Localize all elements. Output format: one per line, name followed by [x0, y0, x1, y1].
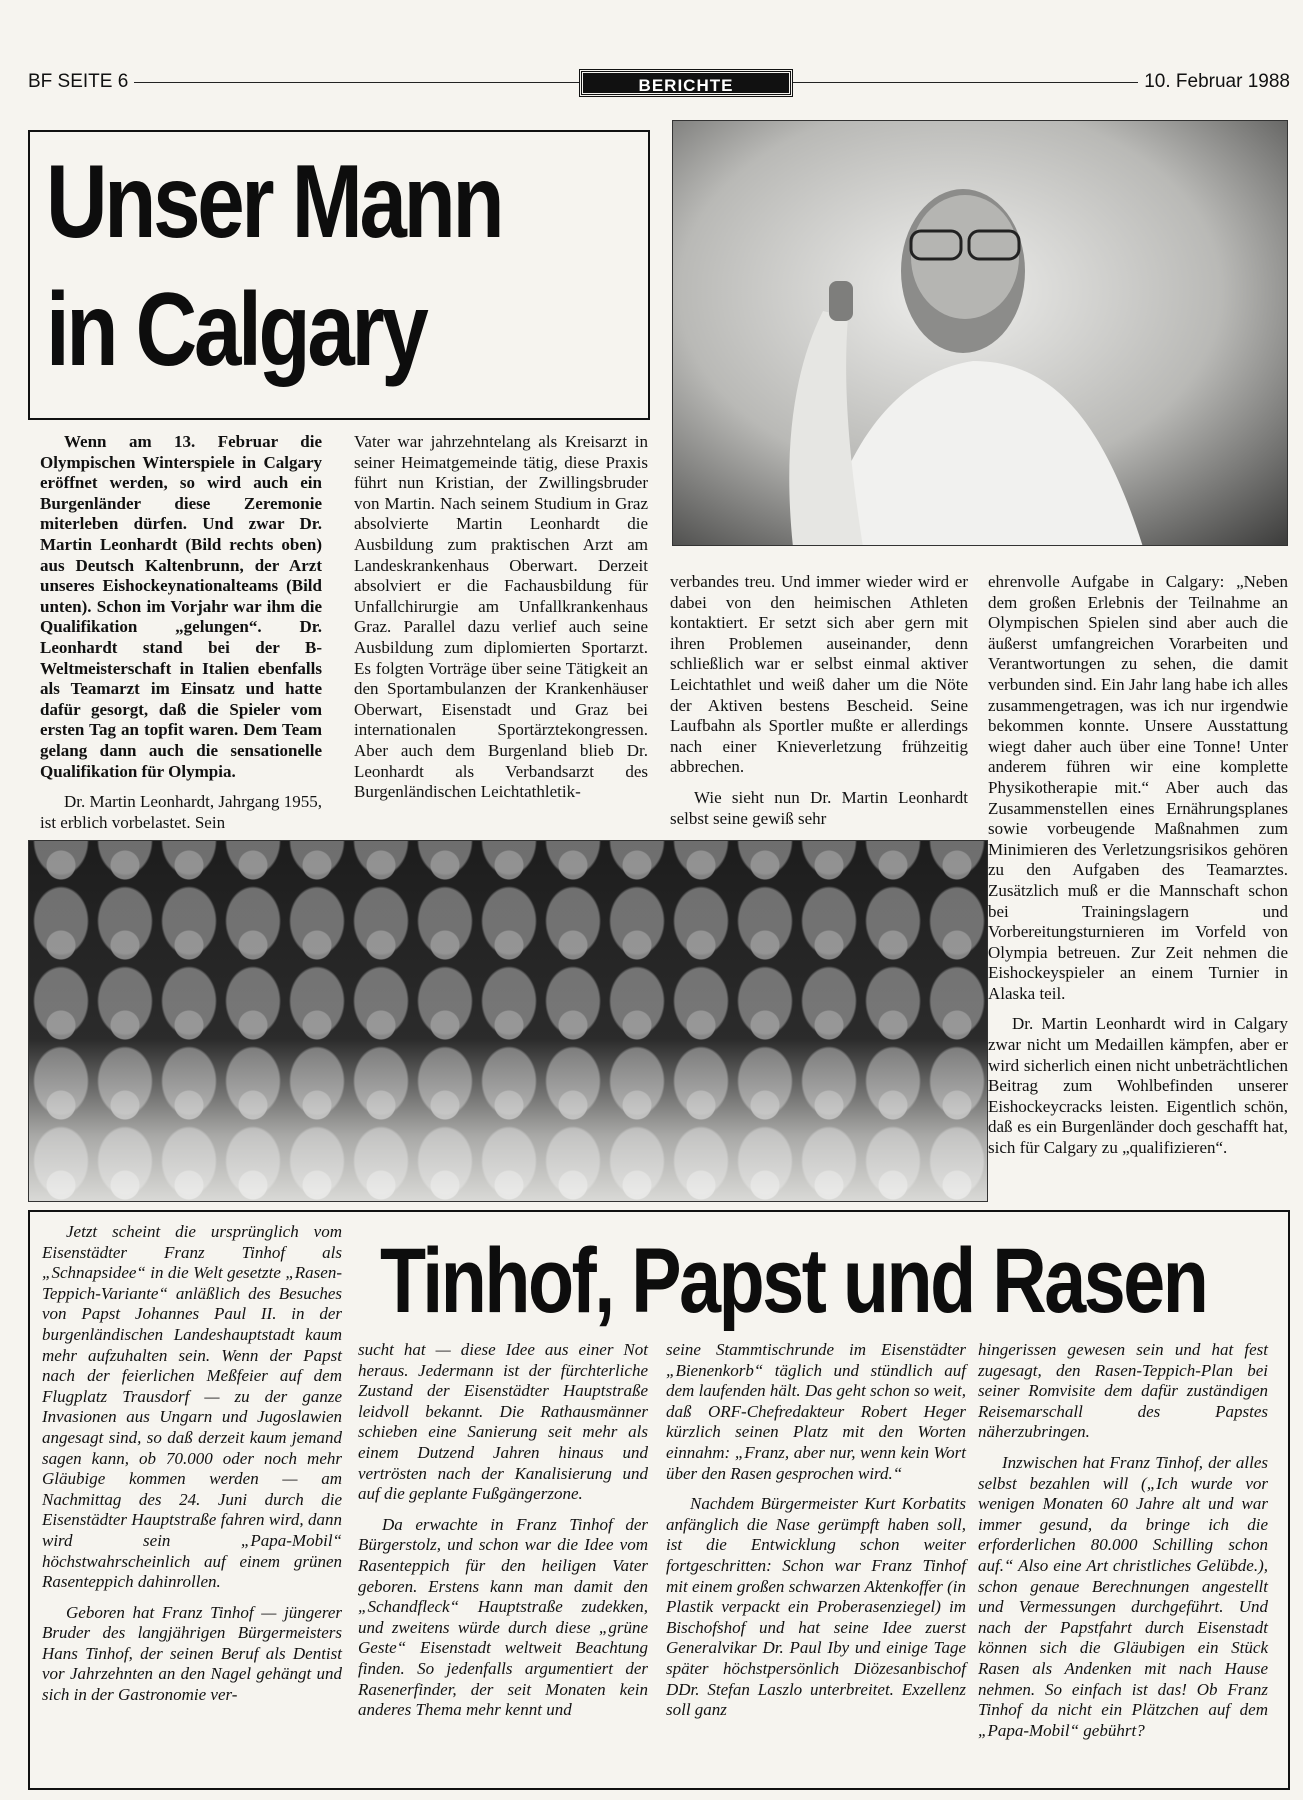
article2-col3-para1: seine Stammtischrunde im Eisenstädter „Bienenkorb“ täglich und stündlich auf dem laufenden hält. Das geht schon so weit, daß ORF-Chefredakteur Robert Heger kürzlich seinen Platz mit den Worten einnahm: „Franz, aber nur, wenn kein Wort über den Rasen gesprochen wird.“	[666, 1340, 966, 1483]
article2-col2-para2: Da erwachte in Franz Tinhof der Bürgerstolz, und schon war die Idee vom Rasenteppich für den heiligen Vater geboren. Erstens kann man damit den „Schandfleck“ Hauptstraße zudekken, und zweitens würde durch diese „grüne Geste“ Eisenstadt weltweit Beachtung finden. So jedenfalls argumentiert der Rasenerfinder, der seit Monaten kein anderes Thema mehr kennt und	[358, 1514, 648, 1720]
portrait-photo	[672, 120, 1288, 546]
section-label: BERICHTE	[580, 70, 792, 96]
article1-col1-para2: Dr. Martin Leonhardt, Jahrgang 1955, ist erblich vorbelastet. Sein	[40, 792, 322, 832]
article2-col1-para1: Jetzt scheint die ursprünglich vom Eisenstädter Franz Tinhof als „Schnapsidee“ in die Welt gesetzte „Rasen-Teppich-Variante“ anläßlich des Besuches von Papst Johannes Paul II. in der burgenländischen Landeshauptstadt kaum mehr aufzuhalten sein. Wenn der Papst nach der feierlichen Meßfeier auf dem Flugplatz Trausdorf — zu der ganze Invasionen aus Ungarn und Jugoslawien angesagt sind, so daß derzeit kaum jemand sagen kann, ob 70.000 oder noch mehr Gläubige kommen werden — am Nachmittag des 24. Juni durch die Eisenstädter Hauptstraße fahren wird, dann wird sein „Papa-Mobil“ höchstwahrscheinlich auf einem grünen Rasenteppich dahinrollen.	[42, 1222, 342, 1592]
article1-col3-para2: Wie sieht nun Dr. Martin Leonhardt selbst seine gewiß sehr	[670, 787, 968, 828]
issue-date: 10. Februar 1988	[1138, 70, 1290, 94]
article1-headline-box	[28, 130, 650, 420]
article2-col4-para1: hingerissen gewesen sein und hat fest zugesagt, den Rasen-Teppich-Plan bei seiner Romvisite dem dafür zuständigen Reisemarschall des Papstes näherzubringen.	[978, 1340, 1268, 1442]
article2-title: Tinhof, Papst und Rasen	[380, 1230, 1207, 1332]
article1-col2-text: Vater war jahrzehntelang als Kreisarzt in seiner Heimatgemeinde tätig, diese Praxis führt nun Kristian, der Zwillingsbruder von Martin. Nach seinem Studium in Graz absolvierte Martin Leonhardt die Ausbildung zum praktischen Arzt am Landeskrankenhaus Oberwart. Derzeit absolviert er die Fachausbildung für Unfallchirurgie am Unfallkrankenhaus Graz. Parallel dazu verlief auch seine Ausbildung zum diplomierten Sportarzt. Es folgten Vorträge über seine Tätigkeit an den Sportambulanzen der Krankenhäuser Oberwart, Eisenstadt und Graz bei internationalen Sportärztekongressen. Aber auch dem Burgenland blieb Dr. Leonhardt als Verbandsarzt des Burgenländischen Leichtathletik-	[354, 432, 648, 802]
article1-column-2	[354, 432, 648, 803]
article2-col3-para2: Nachdem Bürgermeister Kurt Korbatits anfänglich die Nase gerümpft haben soll, ist die Entwicklung schon weiter fortgeschritten: Schon war Franz Tinhof mit einem großen schwarzen Aktenkoffer (in Plastik verpackt ein Proberasenziegel) im Bischofshof und hat seine Idee zuerst Generalvikar Dr. Paul Iby und einige Tage später höchstpersönlich Diözesanbischof DDr. Stefan Laszlo unterbreitet. Exzellenz soll ganz	[666, 1494, 966, 1720]
article1-title-line2: in Calgary	[46, 272, 426, 388]
team-photo-figures	[29, 841, 987, 1201]
article1-col4-para2: Dr. Martin Leonhardt wird in Calgary zwar nicht um Medaillen kämpfen, aber er wird sicherlich einen nicht unbeträchtlichen Beitrag zum Wohlbefinden unserer Eishockeycracks leisten. Eigentlich schön, daß es ein Burgenländer doch geschafft hat, sich für Calgary zu „qualifizieren“.	[988, 1014, 1288, 1158]
article2-column-3	[666, 1340, 966, 1721]
article1-title-line1: Unser Mann	[46, 144, 502, 260]
article2-col4-para2: Inzwischen hat Franz Tinhof, der alles selbst bezahlen will („Ich wurde vor wenigen Monaten 60 Jahre alt und war immer gesund, da bringe ich die erforderlichen 80.000 Schilling schon auf.“ Also eine Art christliches Gelübde.), schon genaue Berechnungen angestellt und Vermessungen durchgeführt. Und nach der Papstfahrt durch Eisenstadt können sich die Gläubigen ein Stück Rasen als Andenken mit nach Hause nehmen. So einfach ist das! Ob Franz Tinhof da nicht ein Plätzchen auf dem „Papa-Mobil“ gebührt?	[978, 1452, 1268, 1740]
article1-column-3	[670, 572, 968, 829]
article1-column-1	[40, 432, 322, 833]
article2-column-4	[978, 1340, 1268, 1741]
page-header	[28, 70, 1290, 96]
article1-col3-para1: verbandes treu. Und immer wieder wird er dabei von den heimischen Athleten kontaktiert. Er setzt sich aber gern mit ihren Problemen auseinander, denn schließlich war er selbst einmal aktiver Leichtathlet und weiß daher um die Nöte der Aktiven bestens Bescheid. Seine Laufbahn als Sportler mußte er allerdings nach einer Knieverletzung frühzeitig abbrechen.	[670, 572, 968, 777]
article2-column-2	[358, 1340, 648, 1721]
page-label: BF SEITE 6	[28, 70, 134, 94]
article2-column-1	[42, 1222, 342, 1706]
article2-col2-para1: sucht hat — diese Idee aus einer Not heraus. Jedermann ist der fürchterliche Zustand der Eisenstädter Hauptstraße leidvoll bekannt. Die Rathausmänner schieben eine Sanierung seit mehr als einem Dutzend Jahren hinaus und vertrösten nach der Kanalisierung und auf die geplante Fußgängerzone.	[358, 1340, 648, 1504]
team-photo	[28, 840, 988, 1202]
article1-col4-para1: ehrenvolle Aufgabe in Calgary: „Neben dem großen Erlebnis der Teilnahme an Olympischen Spielen sind aber auch die äußerst umfangreichen Vorarbeiten und Verantwortungen zu sehen, die damit verbunden sind. Ein Jahr lang habe ich alles zusammengetragen, was ich nur irgendwie bekommen konnte. Unsere Ausstattung wiegt daher auch über eine Tonne! Unter anderem führen wir eine komplette Physikotherapie mit.“ Aber auch das Zusammenstellen eines Ernährungsplanes sowie vorbeugende Maßnahmen zum Minimieren des Verletzungsrisikos gehören zu den Aufgaben des Teamarztes. Zusätzlich muß er die Mannschaft schon bei Trainingslagern und Vorbereitungsturnieren im Vorfeld von Olympia betreuen. Zur Zeit nehmen die Eishockeyspieler an einem Turnier in Alaska teil.	[988, 572, 1288, 1003]
portrait-illustration	[673, 121, 1288, 546]
article1-lead: Wenn am 13. Februar die Olympischen Winterspiele in Calgary eröffnet werden, so wird auch ein Burgenländer diese Zeremonie miterleben dürfen. Und zwar Dr. Martin Leonhardt (Bild rechts oben) aus Deutsch Kaltenbrunn, der Arzt unseres Eishockeynationalteams (Bild unten). Schon im Vorjahr war ihm die Qualifikation „gelungen“. Dr. Leonhardt stand bei der B-Weltmeisterschaft in Italien ebenfalls als Teamarzt im Einsatz und hatte dafür gesorgt, daß die Spieler vom ersten Tag an topfit waren. Dem Team gelang dann auch die sensationelle Qualifikation für Olympia.	[40, 432, 322, 781]
article2-col1-para2: Geboren hat Franz Tinhof — jüngerer Bruder des langjährigen Bürgermeisters Hans Tinhof, der seinen Beruf als Dentist vor Jahrzehnten an den Nagel gehängt und sich in der Gastronomie ver-	[42, 1602, 342, 1705]
article1-column-4	[988, 572, 1288, 1159]
